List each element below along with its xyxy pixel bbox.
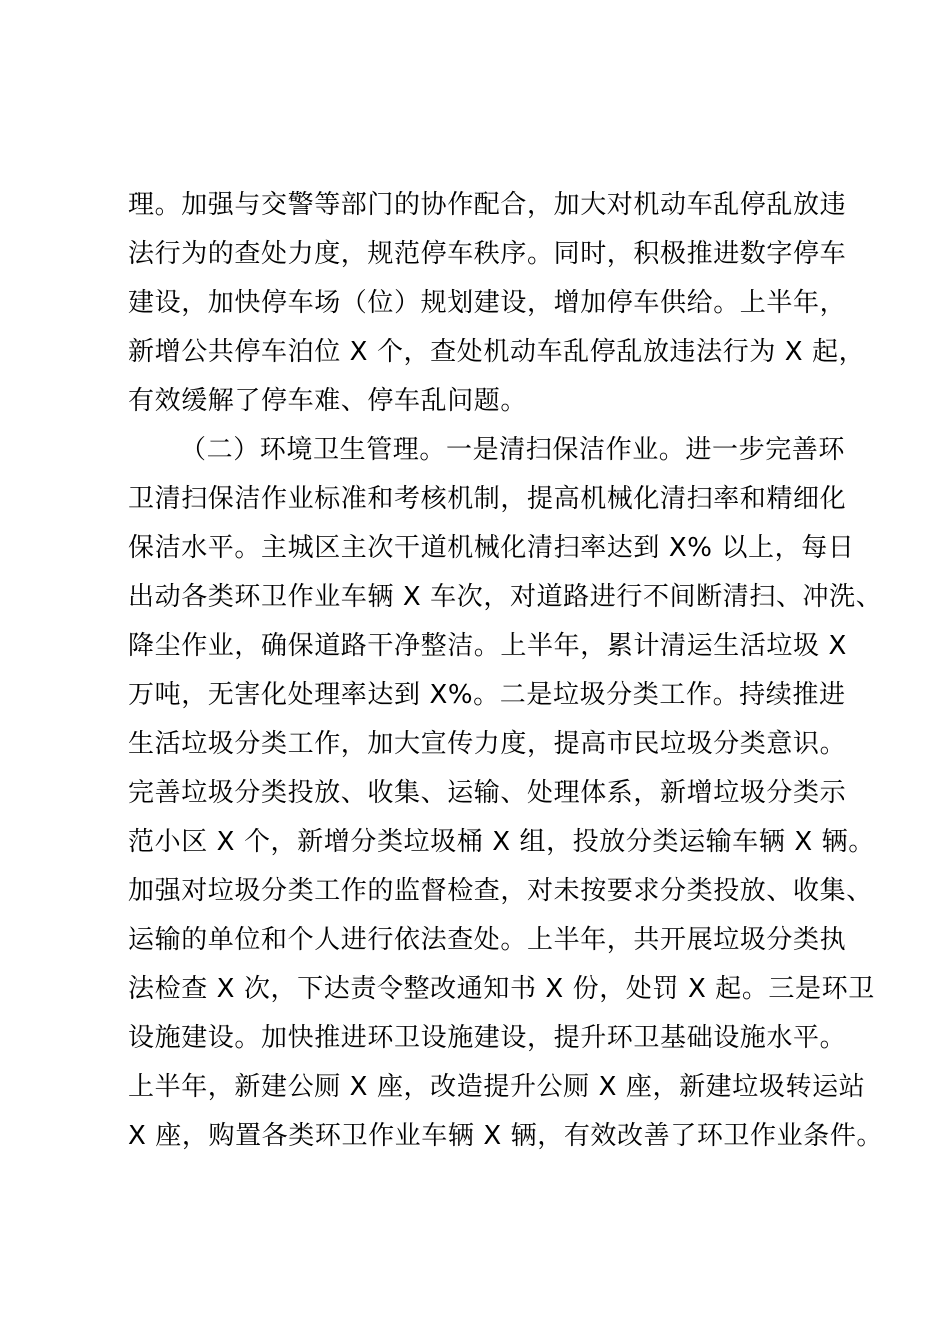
- text-line: 加强对垃圾分类工作的监督检查，对未按要求分类投放、收集、: [128, 876, 873, 906]
- text-line: 运输的单位和个人进行依法查处。上半年，共开展垃圾分类执: [128, 925, 847, 955]
- text-line: 建设，加快停车场（位）规划建设，增加停车供给。上半年，: [128, 288, 847, 318]
- text-line: X 座，购置各类环卫作业车辆 X 辆，有效改善了环卫作业条件。: [128, 1121, 884, 1151]
- text-line: 有效缓解了停车难、停车乱问题。: [128, 386, 528, 416]
- section-heading-line: （二）环境卫生管理。一是清扫保洁作业。进一步完善环: [180, 435, 846, 465]
- text-line: 新增公共停车泊位 X 个，查处机动车乱停乱放违法行为 X 起，: [128, 337, 866, 367]
- text-line: 法检查 X 次，下达责令整改通知书 X 份，处罚 X 起。三是环卫: [128, 974, 875, 1004]
- text-line: 设施建设。加快推进环卫设施建设，提升环卫基础设施水平。: [128, 1023, 847, 1053]
- text-line: 万吨，无害化处理率达到 X%。二是垃圾分类工作。持续推进: [128, 680, 846, 710]
- text-line: 保洁水平。主城区主次干道机械化清扫率达到 X% 以上，每日: [128, 533, 855, 563]
- text-line: 卫清扫保洁作业标准和考核机制，提高机械化清扫率和精细化: [128, 484, 847, 514]
- text-line: 完善垃圾分类投放、收集、运输、处理体系，新增垃圾分类示: [128, 778, 847, 808]
- text-line: 法行为的查处力度，规范停车秩序。同时，积极推进数字停车: [128, 239, 847, 269]
- text-line: 生活垃圾分类工作，加大宣传力度，提高市民垃圾分类意识。: [128, 729, 847, 759]
- text-line: 范小区 X 个，新增分类垃圾桶 X 组，投放分类运输车辆 X 辆。: [128, 827, 875, 857]
- text-line: 上半年，新建公厕 X 座，改造提升公厕 X 座，新建垃圾转运站: [128, 1072, 866, 1102]
- document-body: [128, 181, 884, 1161]
- text-line: 降尘作业，确保道路干净整洁。上半年，累计清运生活垃圾 X: [128, 631, 847, 661]
- text-line: 出动各类环卫作业车辆 X 车次，对道路进行不间断清扫、冲洗、: [128, 582, 883, 612]
- text-line: 理。加强与交警等部门的协作配合，加大对机动车乱停乱放违: [128, 190, 847, 220]
